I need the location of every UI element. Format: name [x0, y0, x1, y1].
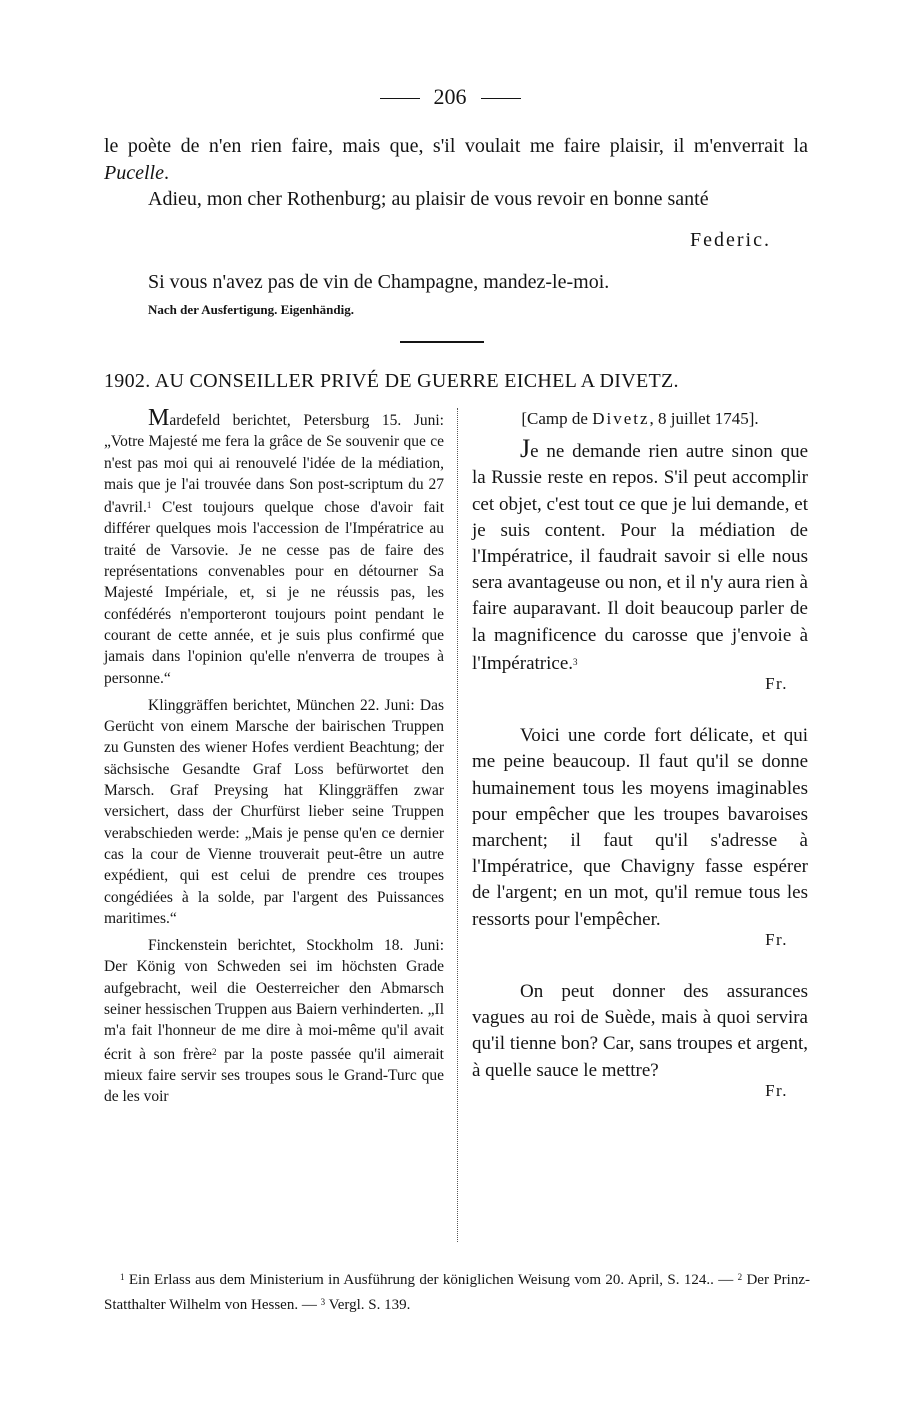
- page-number-dash-left: [380, 98, 420, 99]
- report-mardefeld-text: ardefeld berichtet, Petersburg 15. Juni: „Votre Majesté me fera la grâce de Se souvenir que ce n'est pas moi qui ai renouvelé l'idée de la médiation, mais que je l'ai trouvée dans Son post-scriptum du 27 d'avril.: [104, 412, 444, 517]
- footnotes: [104, 1266, 810, 1316]
- adieu-paragraph: Adieu, mon cher Rothenburg; au plaisir de vous revoir en bonne santé: [148, 188, 709, 210]
- page-number: [0, 84, 900, 110]
- postscript: Si vous n'avez pas de vin de Champagne, mandez-le-moi.: [148, 271, 610, 293]
- report-mardefeld-text-cont: C'est toujours quelque chose d'avoir fait différer quelques mois l'accession de l'Impératrice au traité de Varsovie. Je ne cesse pas de faire des représentations convenables pour en détourner Sa Majesté Impériale, et, si je ne réussis pas, les confédérés n'emporteront toujours point pendant le courant de cette année, et je suis plus confirmé que jamais dans l'opinion qu'elle n'enverra de troupes à personne.“: [104, 499, 444, 687]
- dropcap-j: J: [520, 434, 531, 464]
- letter-paragraph-3: On peut donner des assurances vagues au roi de Suède, mais à quoi servira qu'il tienne bon? Car, sans troupes et argent, à quelle sauce le mettre?: [472, 981, 808, 1081]
- report-finckenstein: [104, 935, 444, 1107]
- signature-federic: Federic.: [690, 229, 771, 251]
- footnote-block: [104, 1266, 810, 1316]
- footnote-ref-3: 3: [573, 656, 578, 667]
- footnote-ref-2: 2: [212, 1046, 217, 1057]
- left-column: [104, 405, 444, 1108]
- footnote-2-text: Der Prinz-Statthalter Wilhelm von Hessen. —: [104, 1272, 810, 1313]
- letter-paragraph-1-text: e ne demande rien autre sinon que la Russie reste en repos. S'il peut accomplir cet objet, c'est tout ce que je lui demande, et je suis content. Pour la médiation de l'Impératrice, il faudrait savoir si elle nous sera avantageuse ou non, et il n'y aura rien à faire auparavant. Il doit beaucoup parler de la magnificence du carosse que j'envoie à l'Impératrice.: [472, 441, 808, 674]
- fr-signature-2: Fr.: [765, 929, 788, 949]
- dateline: [472, 406, 808, 432]
- dateline-rest: , 8 juillet 1745].: [649, 409, 759, 428]
- right-column: [472, 406, 808, 1104]
- footnote-3-text: Vergl. S. 139.: [325, 1297, 411, 1313]
- footnote-3-mark: 3: [320, 1297, 326, 1307]
- page-number-text: 206: [433, 84, 467, 109]
- dropcap-m: M: [148, 405, 170, 431]
- pucelle-title: Pucelle: [104, 162, 164, 184]
- fr-signature-3: Fr.: [765, 1080, 788, 1100]
- letter-end-period: .: [163, 162, 169, 184]
- page-number-dash-right: [481, 98, 521, 99]
- dateline-place: Divetz: [592, 409, 650, 428]
- section-rule: [400, 341, 484, 343]
- footnote-ref-1: 1: [146, 500, 152, 511]
- dateline-open: [Camp de: [521, 409, 593, 428]
- report-mardefeld: [104, 405, 444, 689]
- letter-end-text: le poète de n'en rien faire, mais que, s'il voulait me faire plaisir, il m'enverrait la: [104, 135, 808, 157]
- letter-paragraph-2: Voici une corde fort délicate, et qui me peine beaucoup. Il faut qu'il se donne humainement tous les moyens imaginables pour empêcher que les troupes bavaroises marchent; il faut qu'il s'adresse à l'Impératrice, que Chavigny fasse espérer de l'argent; en un mot, qu'il remue tous les ressorts pour l'empêcher.: [472, 725, 808, 930]
- letter-end-paragraph: [104, 133, 808, 187]
- report-klinggraeffen: Klinggräffen berichtet, München 22. Juni: Das Gerücht von einem Marsche der bairischen Truppen zu Gunsten des wiener Hofes verdient Beachtung; der sächsische Gesandte Graf Loss befürwortet den Marsch. Graf Preysing hat Klinggräffen zwar versichert, dass der Churfürst lieber seine Truppen verabschieden werde: „Mais je pense qu'en ce dernier cas la cour de Vienne trouverait peut-être un autre expédient, qui est celui de prendre ces troupes congédiées à la solde, par l'argent des Puissances maritimes.“: [104, 696, 444, 927]
- report-finckenstein-text: Finckenstein berichtet, Stockholm 18. Juni: Der König von Schweden sei im höchsten Grade aufgebracht, weil die Oesterreicher den Abmarsch seiner hessischen Truppen aus Baiern verhinderten. „Il m'a fait l'honneur de me dire à moi-même qu'il avait écrit à son frère: [104, 937, 444, 1063]
- column-divider: [457, 408, 458, 1242]
- fr-signature-1: Fr.: [765, 674, 788, 694]
- report-finckenstein-text-cont: par la poste passée qu'il aimerait mieux faire servir ses troupes sous le Grand-Turc que de les voir: [104, 1045, 444, 1106]
- source-note: Nach der Ausfertigung. Eigenhändig.: [148, 302, 354, 317]
- footnote-1-text: Ein Erlass aus dem Ministerium in Ausführung der königlichen Weisung vom 20. April, S. 124.. —: [124, 1272, 738, 1288]
- letter-heading: 1902. AU CONSEILLER PRIVÉ DE GUERRE EICHEL A DIVETZ.: [104, 370, 679, 392]
- footnote-2-mark: 2: [737, 1272, 743, 1282]
- footnote-1-mark: 1: [120, 1272, 125, 1282]
- letter-paragraph-1: [472, 436, 808, 677]
